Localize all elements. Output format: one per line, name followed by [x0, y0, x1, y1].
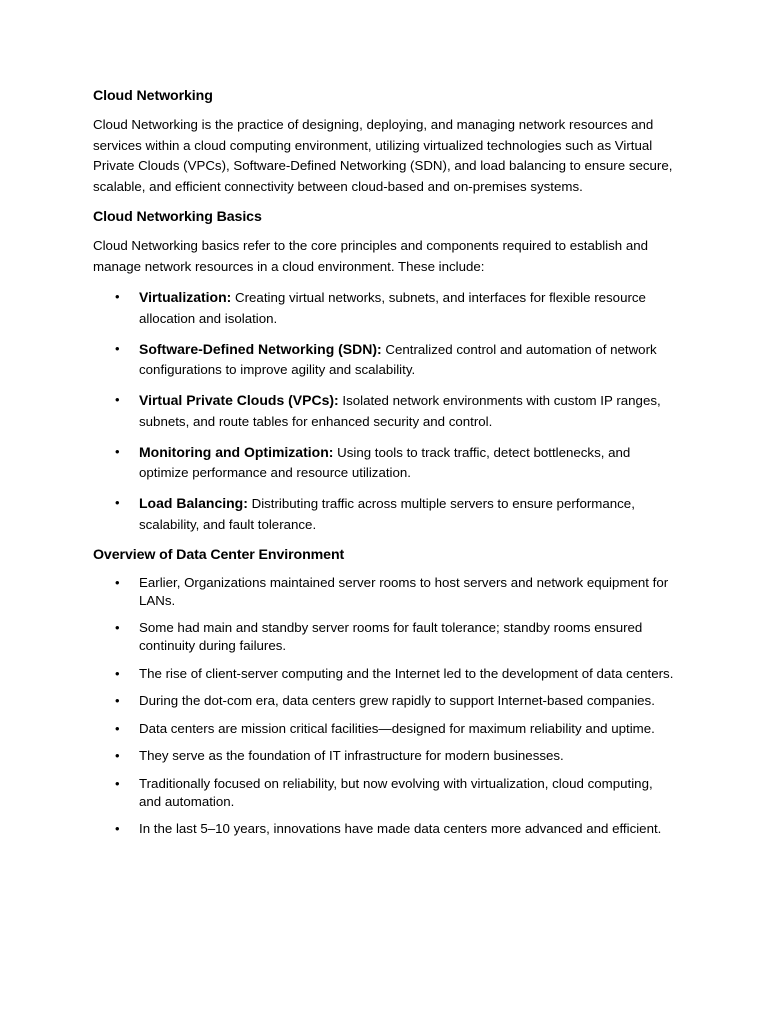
list-item-text: Using tools to track traffic, detect bottlenecks, and optimize performance and resource utilization.	[139, 444, 631, 480]
bullet-icon: •	[115, 289, 120, 304]
bullet-icon: •	[115, 495, 120, 510]
list-item	[93, 390, 676, 432]
list-item	[93, 692, 676, 710]
list-item-text: In the last 5–10 years, innovations have made data centers more advanced and efficient.	[139, 821, 662, 836]
list-item	[93, 574, 676, 610]
section-heading-data-center-overview: Overview of Data Center Environment	[93, 546, 345, 563]
bullet-icon: •	[115, 821, 120, 836]
list-item-text: Distributing traffic across multiple servers to ensure performance, scalability, and fault tolerance.	[139, 496, 635, 532]
list-item-text: Earlier, Organizations maintained server rooms to host servers and network equipment for LANs.	[139, 574, 669, 608]
paragraph-cloud-networking: Cloud Networking is the practice of designing, deploying, and managing network resources and services within a cloud computing environment, utilizing virtualized technologies such as Virtual Private Clouds (VPCs), Software-Defined Networking (SDN), and load balancing to ensure secure, scalable, and efficient connectivity between cloud-based and on-premises systems.	[93, 117, 673, 194]
list-item	[93, 493, 676, 535]
list-item-text: Creating virtual networks, subnets, and interfaces for flexible resource allocation and isolation.	[139, 290, 646, 326]
bullet-icon: •	[115, 720, 120, 736]
list-item-term: Software-Defined Networking (SDN):	[139, 340, 382, 357]
list-item-term: Monitoring and Optimization:	[139, 443, 334, 460]
section-heading-cloud-networking: Cloud Networking	[93, 88, 213, 104]
list-item	[93, 775, 676, 811]
list-item-text: Traditionally focused on reliability, but now evolving with virtualization, cloud computing, and automation.	[139, 775, 653, 809]
list-item	[93, 339, 676, 381]
list-item-term: Load Balancing:	[139, 495, 248, 511]
paragraph-cloud-networking-basics: Cloud Networking basics refer to the core principles and components required to establish and manage network resources in a cloud environment. These include:	[93, 238, 649, 274]
list-item-term: Virtualization:	[139, 289, 232, 305]
list-item-text: The rise of client-server computing and the Internet led to the development of data centers.	[139, 665, 674, 681]
bullet-icon: •	[115, 693, 120, 708]
list-item-text: Data centers are mission critical facilities—designed for maximum reliability and uptime.	[139, 720, 655, 736]
list-item	[93, 720, 676, 738]
bullet-icon: •	[115, 620, 120, 635]
bullet-icon: •	[115, 392, 120, 407]
list-item-text: Centralized control and automation of network configurations to improve agility and scalability.	[139, 341, 657, 377]
section-heading-cloud-networking-basics: Cloud Networking Basics	[93, 209, 262, 225]
bullet-icon: •	[115, 665, 120, 681]
list-item-text: Some had main and standby server rooms for fault tolerance; standby rooms ensured continuity during failures.	[139, 620, 643, 653]
list-item	[93, 665, 676, 683]
bullet-icon: •	[115, 574, 120, 590]
list-item	[93, 747, 676, 765]
bullet-icon: •	[115, 340, 120, 356]
list-item-term: Virtual Private Clouds (VPCs):	[139, 392, 339, 408]
list-item-text: Isolated network environments with custom IP ranges, subnets, and route tables for enhanced security and control.	[139, 393, 661, 429]
list-item	[93, 442, 676, 484]
list-item	[93, 287, 676, 329]
bullet-icon: •	[115, 443, 120, 459]
basics-list	[93, 287, 676, 535]
bullet-icon: •	[115, 748, 120, 763]
bullet-icon: •	[115, 775, 120, 791]
overview-list	[93, 574, 676, 839]
list-item	[93, 619, 676, 655]
list-item	[93, 820, 676, 838]
list-item-text: They serve as the foundation of IT infrastructure for modern businesses.	[139, 748, 564, 763]
list-item-text: During the dot-com era, data centers grew rapidly to support Internet-based companies.	[139, 693, 655, 708]
